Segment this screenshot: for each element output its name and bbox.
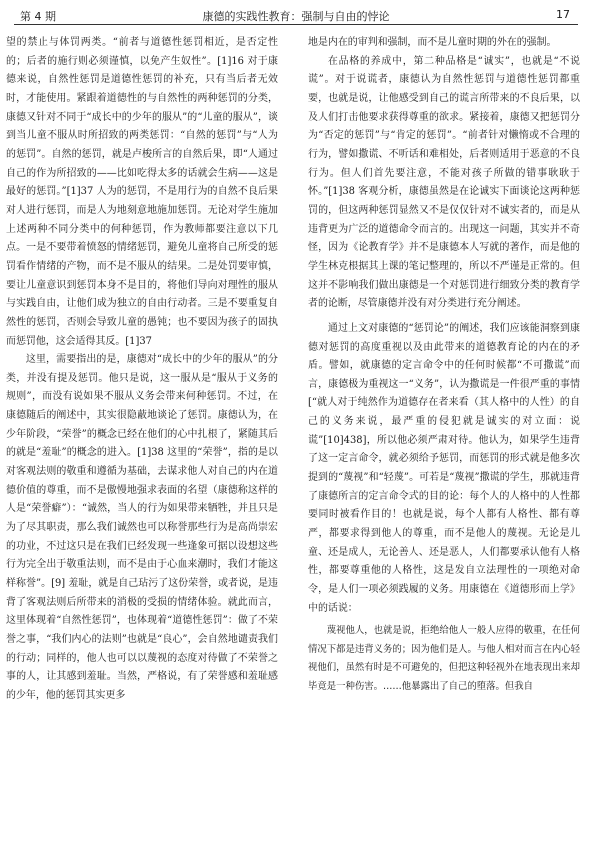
header-rule (14, 24, 578, 25)
paragraph: 通过上文对康德的“惩罚论”的阐述，我们应该能洞察到康德对惩罚的高度重视以及由此带来的道德教育论的内在的矛盾。譬如，就康德的定言命令中的任何时候都“不可撒谎”而言，康德极为重视这一“义务”，认为撒谎是一件很严重的事情[“就人对于纯然作为道德存在者来看（其人格中的人性）的自己的义务来说，最严重的侵犯就是诚实的对立面：说谎”[10]438]，所以他必须严肃对待。他认为，如果学生违背了这一定言命令，就必须给予惩罚，而惩罚的形式就是他多次提到的“蔑视”和“轻蔑”。可若是“蔑视”撒谎的学生，那就违背了康德所言的定言命令式的目的论：每个人的人格中的人性都要同时被看作目的！也就是说，每个人都有人格性、都有尊严，都要求得到他人的尊重，而不是他人的蔑视。无论是儿童、还是成人，无论善人、还是恶人，人们都要承认他有人格性，都要尊重他的人格性，这是发自立法理性的一项绝对命令，是人们一项必须践履的义务。用康德在《道德形而上学》中的话说： (308, 322, 580, 614)
paragraph: 这里，需要指出的是，康德对“成长中的少年的服从”的分类，并没有提及惩罚。他只是说，这一服从是“服从于义务的规则”，而没有说如果不服从义务会带来何种惩罚。不过，在康德随后的阐述中，其实很隐蔽地谈论了惩罚。康德认为，在少年阶段，“荣誉”的概念已经在他们的心中扎根了，紧随其后的就是“羞耻”的概念的进入。[1]38 这里的“荣誉”，指的是以对客观法则的敬重和遵循为基础，去谋求他人对自己的内在道德价值的尊重，而不是傲慢地强求表面的名望（康德称这样的人是“荣誉癖”）：“诚然，当人的行为如果带来牺牲，并且只是为了尽其职责，那么我们诚然也可以称誉那些行为是高尚崇宏的功业，不过这只是在我们已经发现一些逢象可据以设想这些行为完全出于敬重法则，而不是由于心血来潮时，我们才能这样称誉”。[9] 羞耻，就是自己玷污了这份荣誉，或者说，是违背了客观法则后所带来的消极的受损的情绪体验。就此而言，这里体现着“自然性惩罚”，也体现着“道德性惩罚”：做了不荣誉之事，“我们内心的法则”也就是“良心”，会自然地谴责我们的行动；同样的，他人也可以以蔑视的态度对待做了不荣誉之事的人，让其感到羞耻。当然，严格说，有了荣誉感和羞耻感的少年，他的惩罚其实更多 (6, 354, 278, 701)
running-title: 康德的实践性教育：强制与自由的悖论 (202, 10, 390, 23)
left-column (6, 34, 278, 706)
running-header (14, 6, 578, 24)
page-number: 17 (556, 8, 570, 21)
block-quote: 蔑视他人，也就是说，拒绝给他人一般人应得的敬重，在任何情况下都是违背义务的；因为他们是人。与他人相对而言在内心轻视他们，虽然有时是不可避免的，但把这种轻视外在地表现出来却毕竟是一种伤害。……他暴露出了自己的堕落。但我自 (308, 625, 580, 692)
right-column (308, 34, 580, 696)
paragraph: 望的禁止与体罚两类。“前者与道德性惩罚相近，是否定性的；后者的施行则必须谨慎，以免产生奴性”。[1]16 对于康德来说，自然性惩罚是道德性惩罚的补充，只有当后者无效时，才能使用。紧跟着道德性的与自然性的两种惩罚的分类，康德又针对不同于“成长中的少年的服从”的“儿童的服从”，谈到当儿童不服从时所招致的两类惩罚：“自然的惩罚”与“人为的惩罚”。自然的惩罚，就是卢梭所言的自然后果，即“人通过自己的作为所招致的——比如吃得太多的话就会生病——这是最好的惩罚。”[1]37 人为的惩罚，不是用行为的自然不良后果对人进行惩罚，而是人为地刻意地施加惩罚。无论对学生施加上述两种不同分类中的何种惩罚，作为教师都要注意以下几点。一是不要带着愤怒的情绪惩罚，避免儿童将自己所受的惩罚看作情绪的产物，而不是不服从的结果。二是处罚要审慎，要让儿童意识到惩罚本身不是目的，将他们导向对理性的服从与实践自由，让他们成为独立的自由行动者。三是不要重复自然性的惩罚，否则会导致儿童的愚钝；也不要因为孩子的固执而惩罚他，这会适得其反。[1]37 (6, 37, 278, 347)
paragraph: 在品格的养成中，第二种品格是“诚实”，也就是“不说谎”。对于说谎者，康德认为自然性惩罚与道德性惩罚都重要，也就是说，让他感受到自己的谎言所带来的不良后果，以及人们打击他要求获得尊重的欲求。紧接着，康德又把惩罚分为“否定的惩罚”与“肯定的惩罚”。“前者针对懒惰或不合理的行为，譬如撒谎、不听话和难相处，后者则适用于恶意的不良行为。但人们首先要注意，不能对孩子所做的错事耿耿于怀。”[1]38 客观分析，康德虽然是在论诚实下面谈论这两种惩罚的，但这两种惩罚显然又不是仅仅针对不诚实者的，而是从违背更为广泛的道德命令而言的。出现这一问题，其实并不奇怪，因为《论教育学》并不是康德本人写就的著作，而是他的学生林克根据其上课的笔记整理的，所以不严谨是正常的。但这并不影响我们做出康德是一个对惩罚进行细致分类的教育学者的论断，尽管康德并没有对分类进行充分阐述。 (308, 55, 580, 310)
issue-number: 第 4 期 (20, 10, 56, 23)
paragraph: 地是内在的审判和强制，而不是儿童时期的外在的强制。 (308, 37, 557, 48)
